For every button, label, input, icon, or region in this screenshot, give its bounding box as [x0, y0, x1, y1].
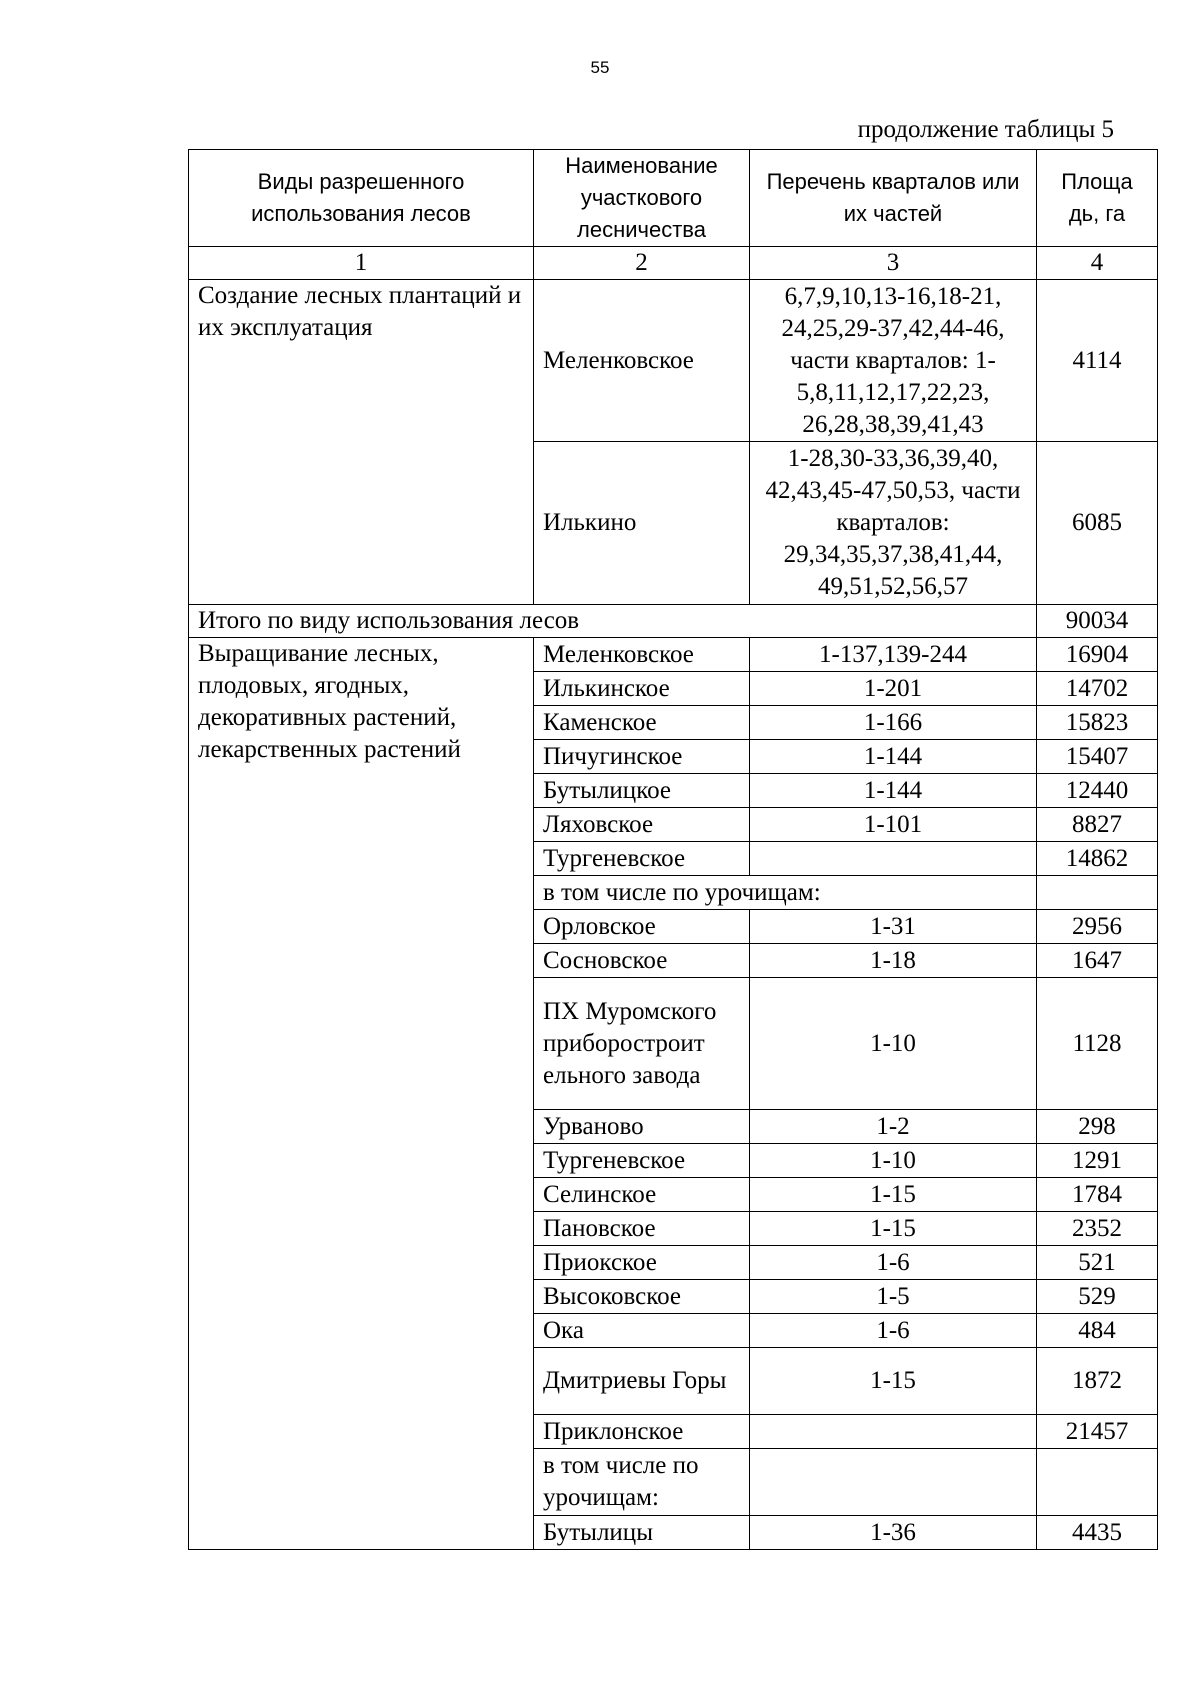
- area-cell: 16904: [1037, 638, 1158, 672]
- quarters-cell: 1-10: [750, 978, 1037, 1110]
- use-type-cell: Выращивание лесных, плодовых, ягодных, декоративных растений, лекарственных растений: [189, 638, 534, 1550]
- header-row: [189, 150, 1158, 247]
- forestry-cell: Меленковское: [534, 280, 750, 442]
- area-cell: 298: [1037, 1110, 1158, 1144]
- quarters-cell: 1-137,139-244: [750, 638, 1037, 672]
- quarters-cell: 1-6: [750, 1314, 1037, 1348]
- quarters-cell: [750, 1415, 1037, 1449]
- forest-use-table: [188, 149, 1158, 1550]
- area-cell: 4435: [1037, 1516, 1158, 1550]
- quarters-cell: 6,7,9,10,13-16,18-21, 24,25,29-37,42,44-46, части кварталов: 1-5,8,11,12,17,22,23, 26,28,38,39,41,43: [750, 280, 1037, 442]
- forestry-cell: Приокское: [534, 1246, 750, 1280]
- forestry-cell: Ляховское: [534, 808, 750, 842]
- quarters-cell: 1-18: [750, 944, 1037, 978]
- forestry-cell: Бутылицы: [534, 1516, 750, 1550]
- quarters-cell: 1-15: [750, 1348, 1037, 1415]
- area-cell: 1128: [1037, 978, 1158, 1110]
- forestry-cell: Ока: [534, 1314, 750, 1348]
- header-use-type: Виды разрешенного использования лесов: [189, 150, 534, 247]
- column-number: 4: [1037, 247, 1158, 280]
- quarters-cell: 1-36: [750, 1516, 1037, 1550]
- use-type-cell: Создание лесных плантаций и их эксплуатация: [189, 280, 534, 605]
- area-cell: 21457: [1037, 1415, 1158, 1449]
- forestry-cell: Пичугинское: [534, 740, 750, 774]
- quarters-cell: 1-6: [750, 1246, 1037, 1280]
- quarters-cell: 1-5: [750, 1280, 1037, 1314]
- area-cell: 14862: [1037, 842, 1158, 876]
- forestry-cell: Пановское: [534, 1212, 750, 1246]
- area-cell: 1872: [1037, 1348, 1158, 1415]
- table-continuation-caption: продолжение таблицы 5: [857, 116, 1114, 143]
- area-cell: 1647: [1037, 944, 1158, 978]
- total-row: [189, 605, 1158, 638]
- area-cell: 15823: [1037, 706, 1158, 740]
- area-cell: 1784: [1037, 1178, 1158, 1212]
- quarters-cell: 1-28,30-33,36,39,40, 42,43,45-47,50,53, части кварталов: 29,34,35,37,38,41,44, 49,51,52,56,57: [750, 442, 1037, 605]
- header-forestry: Наименование участкового лесничества: [534, 150, 750, 247]
- table-row: [189, 638, 1158, 672]
- total-label: Итого по виду использования лесов: [189, 605, 1037, 638]
- quarters-cell: 1-144: [750, 774, 1037, 808]
- forestry-cell: Илькинское: [534, 672, 750, 706]
- table-row: [189, 280, 1158, 442]
- area-cell: 2956: [1037, 910, 1158, 944]
- total-area: 90034: [1037, 605, 1158, 638]
- area-cell: 2352: [1037, 1212, 1158, 1246]
- forestry-cell: в том числе по урочищам:: [534, 1449, 750, 1516]
- column-number: 3: [750, 247, 1037, 280]
- column-number: 2: [534, 247, 750, 280]
- area-cell: 4114: [1037, 280, 1158, 442]
- quarters-cell: [750, 842, 1037, 876]
- quarters-cell: 1-201: [750, 672, 1037, 706]
- quarters-cell: 1-31: [750, 910, 1037, 944]
- forestry-cell: Дмитриевы Горы: [534, 1348, 750, 1415]
- forestry-cell: Илькино: [534, 442, 750, 605]
- forestry-cell: Орловское: [534, 910, 750, 944]
- forestry-cell: Приклонское: [534, 1415, 750, 1449]
- area-cell: 1291: [1037, 1144, 1158, 1178]
- header-quarters: Перечень кварталов или их частей: [750, 150, 1037, 247]
- area-cell: [1037, 1449, 1158, 1516]
- forestry-cell: Тургеневское: [534, 1144, 750, 1178]
- quarters-cell: 1-2: [750, 1110, 1037, 1144]
- page-number: 55: [590, 58, 610, 77]
- area-cell: [1037, 876, 1158, 910]
- area-cell: 529: [1037, 1280, 1158, 1314]
- forestry-cell: Селинское: [534, 1178, 750, 1212]
- quarters-cell: [750, 1449, 1037, 1516]
- forestry-cell: Бутылицкое: [534, 774, 750, 808]
- forestry-cell: ПХ Муромского приборостроит ельного завода: [534, 978, 750, 1110]
- area-cell: 15407: [1037, 740, 1158, 774]
- quarters-cell: 1-15: [750, 1212, 1037, 1246]
- forestry-cell: Высоковское: [534, 1280, 750, 1314]
- quarters-cell: 1-144: [750, 740, 1037, 774]
- area-cell: 14702: [1037, 672, 1158, 706]
- quarters-cell: 1-15: [750, 1178, 1037, 1212]
- column-number: 1: [189, 247, 534, 280]
- forestry-cell: Сосновское: [534, 944, 750, 978]
- forestry-cell: Тургеневское: [534, 842, 750, 876]
- quarters-cell: 1-101: [750, 808, 1037, 842]
- area-cell: 521: [1037, 1246, 1158, 1280]
- area-cell: 12440: [1037, 774, 1158, 808]
- quarters-cell: 1-10: [750, 1144, 1037, 1178]
- area-cell: 6085: [1037, 442, 1158, 605]
- quarters-cell: 1-166: [750, 706, 1037, 740]
- forestry-cell: Каменское: [534, 706, 750, 740]
- forestry-cell: Меленковское: [534, 638, 750, 672]
- forestry-cell: Урваново: [534, 1110, 750, 1144]
- column-number-row: [189, 247, 1158, 280]
- area-cell: 484: [1037, 1314, 1158, 1348]
- header-area: Площа дь, га: [1037, 150, 1158, 247]
- area-cell: 8827: [1037, 808, 1158, 842]
- subgroup-label: в том числе по урочищам:: [534, 876, 1037, 910]
